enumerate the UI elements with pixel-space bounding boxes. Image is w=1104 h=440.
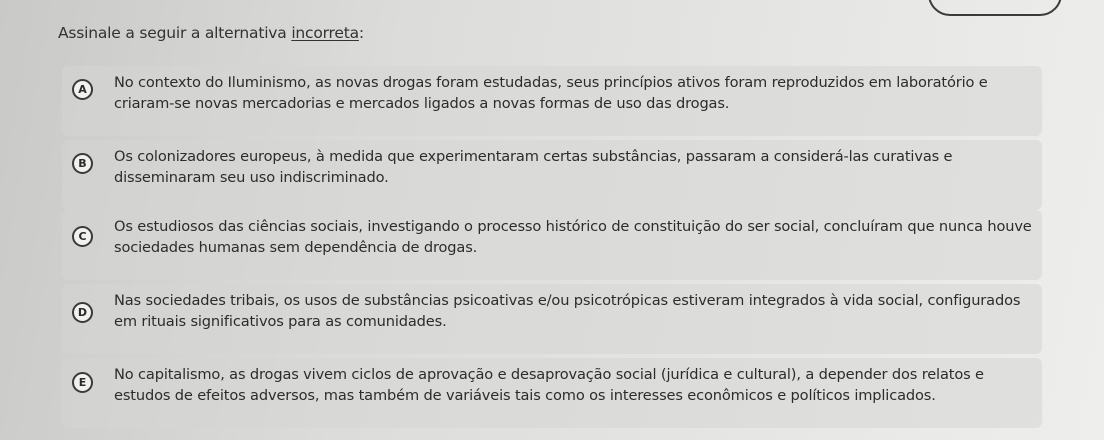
top-pill-button[interactable] [928,0,1062,16]
option-letter-c[interactable]: C [72,226,93,247]
option-letter-a[interactable]: A [72,79,93,100]
option-letter-e[interactable]: E [72,372,93,393]
question-prompt [58,24,364,42]
option-text-a: No contexto do Iluminismo, as novas drogas foram estudadas, seus princípios ativos foram reproduzidos em laboratório e criaram-se novas mercadorias e mercados ligados a novas formas de uso das drogas. [114,74,988,112]
option-b[interactable] [62,140,1042,210]
option-a[interactable] [62,66,1042,136]
option-letter-d[interactable]: D [72,302,93,323]
question-prefix: Assinale a seguir a alternativa [58,24,292,42]
option-text-d: Nas sociedades tribais, os usos de substâncias psicoativas e/ou psicotrópicas estiveram integrados à vida social, configurados em rituais significativos para as comunidades. [114,292,1021,330]
question-emphasis: incorreta [291,24,359,42]
option-d[interactable] [62,284,1042,354]
option-text-c: Os estudiosos das ciências sociais, investigando o processo histórico de constituição do ser social, concluíram que nunca houve sociedades humanas sem dependência de drogas. [114,218,1032,256]
option-text-b: Os colonizadores europeus, à medida que experimentaram certas substâncias, passaram a considerá-las curativas e disseminaram seu uso indiscriminado. [114,148,953,186]
option-text-e: No capitalismo, as drogas vivem ciclos de aprovação e desaprovação social (jurídica e cultural), a depender dos relatos e estudos de efeitos adversos, mas também de variáveis tais como os interesses econômicos e políticos implicados. [114,366,984,404]
option-e[interactable] [62,358,1042,428]
question-suffix: : [358,24,364,42]
option-c[interactable] [62,210,1042,280]
option-letter-b[interactable]: B [72,153,93,174]
